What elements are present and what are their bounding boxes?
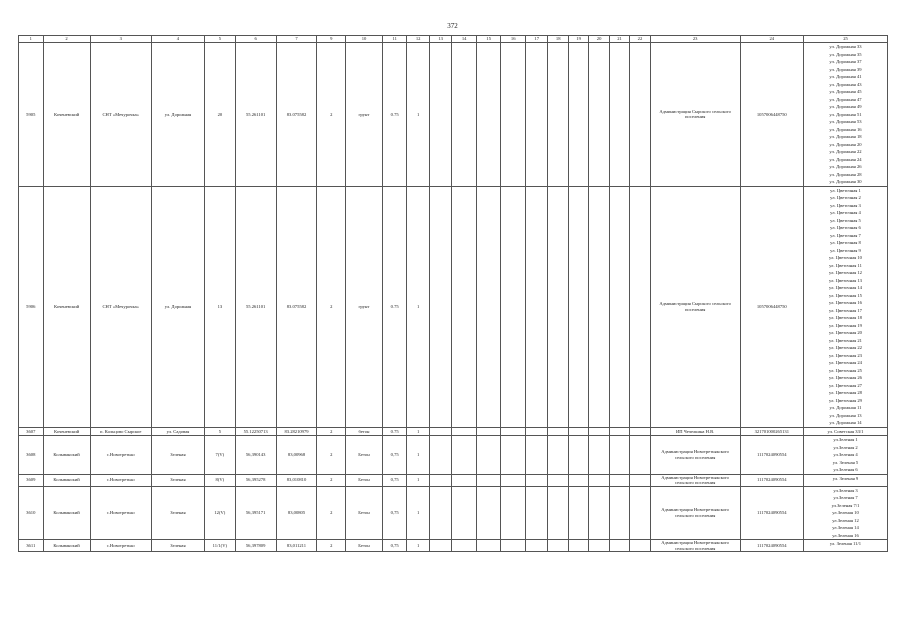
cell-inn: 1117024090554 (740, 540, 803, 552)
street-entry: ул. Цветочная 24 (829, 360, 862, 365)
empty-cell (501, 436, 526, 475)
cell-surface: Бетон (346, 436, 383, 475)
street-entry: ул. Цветочная 23 (829, 352, 862, 358)
street-entry: ул.Зеленая 14 (832, 525, 859, 530)
header-cell: 20 (589, 36, 609, 43)
empty-cell (568, 474, 588, 486)
cell-streets (803, 540, 887, 552)
cell-c11: 0.75 (382, 427, 407, 436)
empty-cell (630, 436, 650, 475)
empty-cell (548, 186, 568, 427)
empty-cell (548, 43, 568, 187)
empty-cell (589, 427, 609, 436)
cell-place: с.Новотретько (90, 540, 151, 552)
street-entry: ул. Цветочная 26 (829, 375, 862, 380)
empty-cell (525, 186, 547, 427)
table-row (19, 486, 888, 540)
street-entry: ул.Зеленая 12 (832, 517, 859, 523)
street-entry: ул.Зеленая 4 (833, 452, 858, 457)
empty-cell (501, 427, 526, 436)
empty-cell (630, 486, 650, 540)
cell-district: Коченевский (43, 43, 90, 187)
header-cell: 24 (740, 36, 803, 43)
street-entry: ул. Дорожная 45 (829, 89, 862, 94)
header-cell: 22 (630, 36, 650, 43)
cell-surface: Бетон (346, 486, 383, 540)
header-cell: 17 (525, 36, 547, 43)
empty-cell (568, 540, 588, 552)
empty-cell (609, 43, 629, 187)
cell-owner: Администрация Новотретьякского сельского поселения (650, 474, 740, 486)
cell-c11: 0.75 (382, 43, 407, 187)
cell-lat: 56,397809 (235, 540, 276, 552)
empty-cell (452, 427, 477, 436)
cell-street: ул. Садовая (151, 427, 204, 436)
street-entry: ул. Цветочная 14 (829, 285, 862, 290)
empty-cell (630, 540, 650, 552)
street-entry: ул. Дорожная 41 (829, 74, 862, 79)
header-cell: 10 (346, 36, 383, 43)
street-entry: ул. Зеленая 5 (832, 459, 859, 465)
header-cell: 15 (476, 36, 501, 43)
cell-c9: 2 (317, 43, 346, 187)
empty-cell (501, 186, 526, 427)
cell-owner: Администрация Новотретьякского сельского поселения (650, 486, 740, 540)
empty-cell (568, 427, 588, 436)
header-cell: 5 (205, 36, 236, 43)
cell-house: 5 (205, 427, 236, 436)
street-entry: ул. Цветочная 13 (829, 277, 862, 283)
street-entry: ул. Советская 33/1 (827, 428, 864, 434)
street-entry: ул. Цветочная 18 (829, 315, 862, 320)
empty-cell (429, 436, 451, 475)
cell-lon: 83.075582 (276, 186, 317, 427)
cell-place: с.Новотретько (90, 436, 151, 475)
cell-place: СНТ «Мечурочка» (90, 43, 151, 187)
street-entry: ул. Дорожная 39 (829, 66, 862, 72)
empty-cell (501, 486, 526, 540)
cell-district: Коченевский (43, 427, 90, 436)
street-entry: ул. Цветочная 3 (830, 202, 861, 208)
cell-c12: 1 (407, 486, 429, 540)
street-entry: ул. Цветочная 28 (829, 390, 862, 395)
header-cell: 25 (803, 36, 887, 43)
cell-street: Зеленая (151, 540, 204, 552)
street-entry: ул.Зеленая 7 (833, 495, 858, 500)
street-entry: ул. Дорожная 11 (829, 405, 862, 410)
empty-cell (476, 43, 501, 187)
empty-cell (452, 474, 477, 486)
empty-cell (630, 43, 650, 187)
street-entry: ул. Цветочная 1 (830, 187, 861, 193)
empty-cell (568, 186, 588, 427)
cell-surface: Бетон (346, 540, 383, 552)
registry-table (18, 35, 888, 552)
cell-street: Зеленая (151, 486, 204, 540)
cell-streets (803, 474, 887, 486)
cell-streets (803, 43, 887, 187)
empty-cell (609, 474, 629, 486)
street-entry: ул. Цветочная 9 (830, 247, 861, 253)
cell-streets (803, 186, 887, 427)
street-entry: ул. Дорожная 28 (829, 171, 862, 177)
empty-cell (525, 474, 547, 486)
cell-inn: 321701000265131 (740, 427, 803, 436)
street-entry: ул. Дорожная 16 (829, 126, 862, 132)
cell-inn: 1057006448750 (740, 186, 803, 427)
empty-cell (452, 43, 477, 187)
empty-cell (429, 427, 451, 436)
empty-cell (452, 436, 477, 475)
cell-lon: 83.28210979 (276, 427, 317, 436)
cell-surface: грунт (346, 186, 383, 427)
street-entry: ул.Зеленая 6 (833, 467, 858, 472)
cell-house: 13 (205, 186, 236, 427)
table-row (19, 427, 888, 436)
street-entry: ул. Цветочная 10 (829, 255, 862, 260)
cell-owner: Администрация Новотретьякского сельского поселения (650, 540, 740, 552)
cell-street: Зеленая (151, 474, 204, 486)
cell-streets (803, 427, 887, 436)
cell-lat: 55.12250713 (235, 427, 276, 436)
cell-inn: 1117024090554 (740, 474, 803, 486)
empty-cell (429, 540, 451, 552)
table-row (19, 540, 888, 552)
cell-place: СНТ «Мечурочка» (90, 186, 151, 427)
cell-house: 20 (205, 43, 236, 187)
cell-c12: 1 (407, 43, 429, 187)
empty-cell (476, 474, 501, 486)
header-cell: 18 (548, 36, 568, 43)
cell-c12: 1 (407, 540, 429, 552)
street-entry: ул. Дорожная 24 (829, 156, 862, 162)
street-entry: ул. Цветочная 8 (830, 240, 861, 245)
cell-lon: 83,00805 (276, 486, 317, 540)
empty-cell (630, 474, 650, 486)
cell-num: 5905 (19, 43, 44, 187)
empty-cell (476, 540, 501, 552)
street-entry: ул. Дорожная 47 (829, 96, 862, 102)
empty-cell (548, 486, 568, 540)
cell-lon: 83,010810 (276, 474, 317, 486)
cell-house: 12(V) (205, 486, 236, 540)
street-entry: ул.Зеленая 16 (832, 532, 859, 538)
empty-cell (609, 486, 629, 540)
empty-cell (548, 436, 568, 475)
cell-c11: 0,75 (382, 540, 407, 552)
cell-surface: грунт (346, 43, 383, 187)
empty-cell (525, 540, 547, 552)
street-entry: ул. Дорожная 43 (829, 81, 862, 87)
cell-inn: 1117024090554 (740, 436, 803, 475)
cell-inn: 1057006448750 (740, 43, 803, 187)
empty-cell (501, 540, 526, 552)
street-entry: ул.Зеленая 10 (832, 510, 859, 515)
cell-lat: 56,390143 (235, 436, 276, 475)
empty-cell (452, 186, 477, 427)
street-entry: ул. Дорожная 53 (829, 119, 862, 124)
cell-c9: 2 (317, 436, 346, 475)
header-cell: 23 (650, 36, 740, 43)
street-entry: ул. Дорожная 33 (829, 44, 862, 49)
street-entry: ул. Дорожная 14 (829, 420, 862, 425)
cell-c9: 2 (317, 540, 346, 552)
cell-owner: Администрация Новотретьякского сельского поселения (650, 436, 740, 475)
street-entry: ул. Дорожная 51 (829, 111, 862, 117)
empty-cell (525, 486, 547, 540)
cell-house: 11/1(V) (205, 540, 236, 552)
empty-cell (525, 427, 547, 436)
table-row (19, 186, 888, 427)
cell-num: 3607 (19, 427, 44, 436)
empty-cell (429, 474, 451, 486)
cell-num: 3609 (19, 474, 44, 486)
empty-cell (476, 427, 501, 436)
empty-cell (452, 486, 477, 540)
empty-cell (589, 486, 609, 540)
street-entry: ул. Дорожная 22 (829, 149, 862, 154)
cell-street: Зеленая (151, 436, 204, 475)
empty-cell (589, 436, 609, 475)
street-entry: ул. Цветочная 4 (830, 210, 861, 215)
cell-owner: ИП Чечелкина Н.В. (650, 427, 740, 436)
empty-cell (548, 540, 568, 552)
header-cell: 9 (317, 36, 346, 43)
street-entry: ул. Цветочная 22 (829, 345, 862, 350)
street-entry: ул. Дорожная 13 (829, 412, 862, 418)
street-entry: ул. Цветочная 29 (829, 397, 862, 403)
street-entry: ул. Цветочная 27 (829, 382, 862, 388)
header-cell: 11 (382, 36, 407, 43)
cell-num: 3611 (19, 540, 44, 552)
street-entry: ул.Зеленая 3 (833, 487, 858, 493)
empty-cell (476, 186, 501, 427)
empty-cell (429, 486, 451, 540)
header-cell: 21 (609, 36, 629, 43)
cell-streets (803, 486, 887, 540)
empty-cell (429, 186, 451, 427)
empty-cell (429, 43, 451, 187)
street-entry: ул. Цветочная 20 (829, 330, 862, 335)
header-cell: 3 (90, 36, 151, 43)
cell-lon: 83,00968 (276, 436, 317, 475)
header-cell: 12 (407, 36, 429, 43)
header-cell: 19 (568, 36, 588, 43)
street-entry: ул. Дорожная 35 (829, 51, 862, 57)
page-number: 372 (447, 22, 458, 30)
empty-cell (568, 43, 588, 187)
cell-lon: 83.075582 (276, 43, 317, 187)
cell-lat: 56,395171 (235, 486, 276, 540)
street-entry: ул. Дорожная 18 (829, 134, 862, 139)
cell-house: 7(V) (205, 436, 236, 475)
cell-district: Колыванский (43, 540, 90, 552)
cell-c12: 1 (407, 474, 429, 486)
street-entry: ул. Зеленая 9 (832, 475, 859, 481)
street-entry: ул. Цветочная 7 (830, 232, 861, 238)
empty-cell (525, 436, 547, 475)
street-entry: ул. Цветочная 2 (830, 195, 861, 200)
cell-lat: 55.261101 (235, 43, 276, 187)
cell-street: ул. Дорожная (151, 186, 204, 427)
empty-cell (568, 436, 588, 475)
cell-num: 5906 (19, 186, 44, 427)
street-entry: ул.Зеленая 1 (833, 437, 858, 442)
cell-house: 8(V) (205, 474, 236, 486)
header-cell: 1 (19, 36, 44, 43)
cell-num: 3608 (19, 436, 44, 475)
cell-c12: 1 (407, 427, 429, 436)
cell-c9: 2 (317, 186, 346, 427)
cell-c11: 0,75 (382, 486, 407, 540)
empty-cell (548, 474, 568, 486)
cell-place: с.Новотретько (90, 486, 151, 540)
empty-cell (609, 427, 629, 436)
cell-c11: 0,75 (382, 436, 407, 475)
empty-cell (501, 43, 526, 187)
street-entry: ул. Цветочная 16 (829, 300, 862, 305)
street-entry: ул. Цветочная 12 (829, 270, 862, 275)
cell-owner: Администрация Сырского сельского поселения (650, 43, 740, 187)
header-cell: 13 (429, 36, 451, 43)
empty-cell (589, 540, 609, 552)
empty-cell (589, 474, 609, 486)
empty-cell (568, 486, 588, 540)
cell-c9: 2 (317, 427, 346, 436)
empty-cell (609, 540, 629, 552)
street-entry: ул. Цветочная 17 (829, 307, 862, 313)
cell-district: Колыванский (43, 474, 90, 486)
empty-cell (525, 43, 547, 187)
street-entry: ул. Зеленая 11/1 (829, 541, 862, 546)
empty-cell (548, 427, 568, 436)
street-entry: ул. Цветочная 21 (829, 337, 862, 343)
street-entry: ул. Дорожная 37 (829, 59, 862, 64)
empty-cell (476, 436, 501, 475)
street-entry: ул. Цветочная 11 (829, 262, 862, 268)
empty-cell (452, 540, 477, 552)
empty-cell (609, 436, 629, 475)
header-cell: 6 (235, 36, 276, 43)
street-entry: ул. Дорожная 49 (829, 104, 862, 109)
cell-c9: 2 (317, 474, 346, 486)
table-row (19, 43, 888, 187)
street-entry: ул.Зеленая 7/1 (831, 502, 860, 508)
street-entry: ул. Дорожная 30 (829, 179, 862, 184)
empty-cell (501, 474, 526, 486)
header-cell: 4 (151, 36, 204, 43)
table-row (19, 474, 888, 486)
empty-cell (630, 427, 650, 436)
empty-cell (589, 43, 609, 187)
header-cell: 16 (501, 36, 526, 43)
cell-c11: 0,75 (382, 474, 407, 486)
empty-cell (630, 186, 650, 427)
street-entry: ул. Цветочная 15 (829, 292, 862, 298)
cell-place: п. Кольцово Сырское (90, 427, 151, 436)
cell-c12: 1 (407, 436, 429, 475)
cell-district: Колыванский (43, 436, 90, 475)
street-entry: ул. Дорожная 26 (829, 164, 862, 169)
header-cell: 2 (43, 36, 90, 43)
cell-lat: 55.261101 (235, 186, 276, 427)
cell-owner: Администрация Сырского сельского поселения (650, 186, 740, 427)
header-row (19, 36, 888, 43)
street-entry: ул. Дорожная 20 (829, 141, 862, 147)
cell-surface: бетон (346, 427, 383, 436)
cell-district: Колыванский (43, 486, 90, 540)
empty-cell (476, 486, 501, 540)
cell-place: с.Новотретько (90, 474, 151, 486)
cell-num: 3610 (19, 486, 44, 540)
cell-street: ул. Дорожная (151, 43, 204, 187)
cell-c12: 1 (407, 186, 429, 427)
cell-c9: 2 (317, 486, 346, 540)
street-entry: ул. Цветочная 5 (830, 217, 861, 223)
street-entry: ул. Цветочная 19 (829, 322, 862, 328)
street-entry: ул. Цветочная 25 (829, 367, 862, 373)
cell-surface: Бетон (346, 474, 383, 486)
street-entry: ул.Зеленая 2 (833, 444, 858, 450)
cell-inn: 1117024090554 (740, 486, 803, 540)
cell-c11: 0.75 (382, 186, 407, 427)
header-cell: 14 (452, 36, 477, 43)
header-cell: 7 (276, 36, 317, 43)
empty-cell (609, 186, 629, 427)
street-entry: ул. Цветочная 6 (830, 225, 861, 230)
cell-district: Коченевский (43, 186, 90, 427)
cell-lat: 56,395278 (235, 474, 276, 486)
table-row (19, 436, 888, 475)
cell-lon: 83,011211 (276, 540, 317, 552)
cell-streets (803, 436, 887, 475)
empty-cell (589, 186, 609, 427)
